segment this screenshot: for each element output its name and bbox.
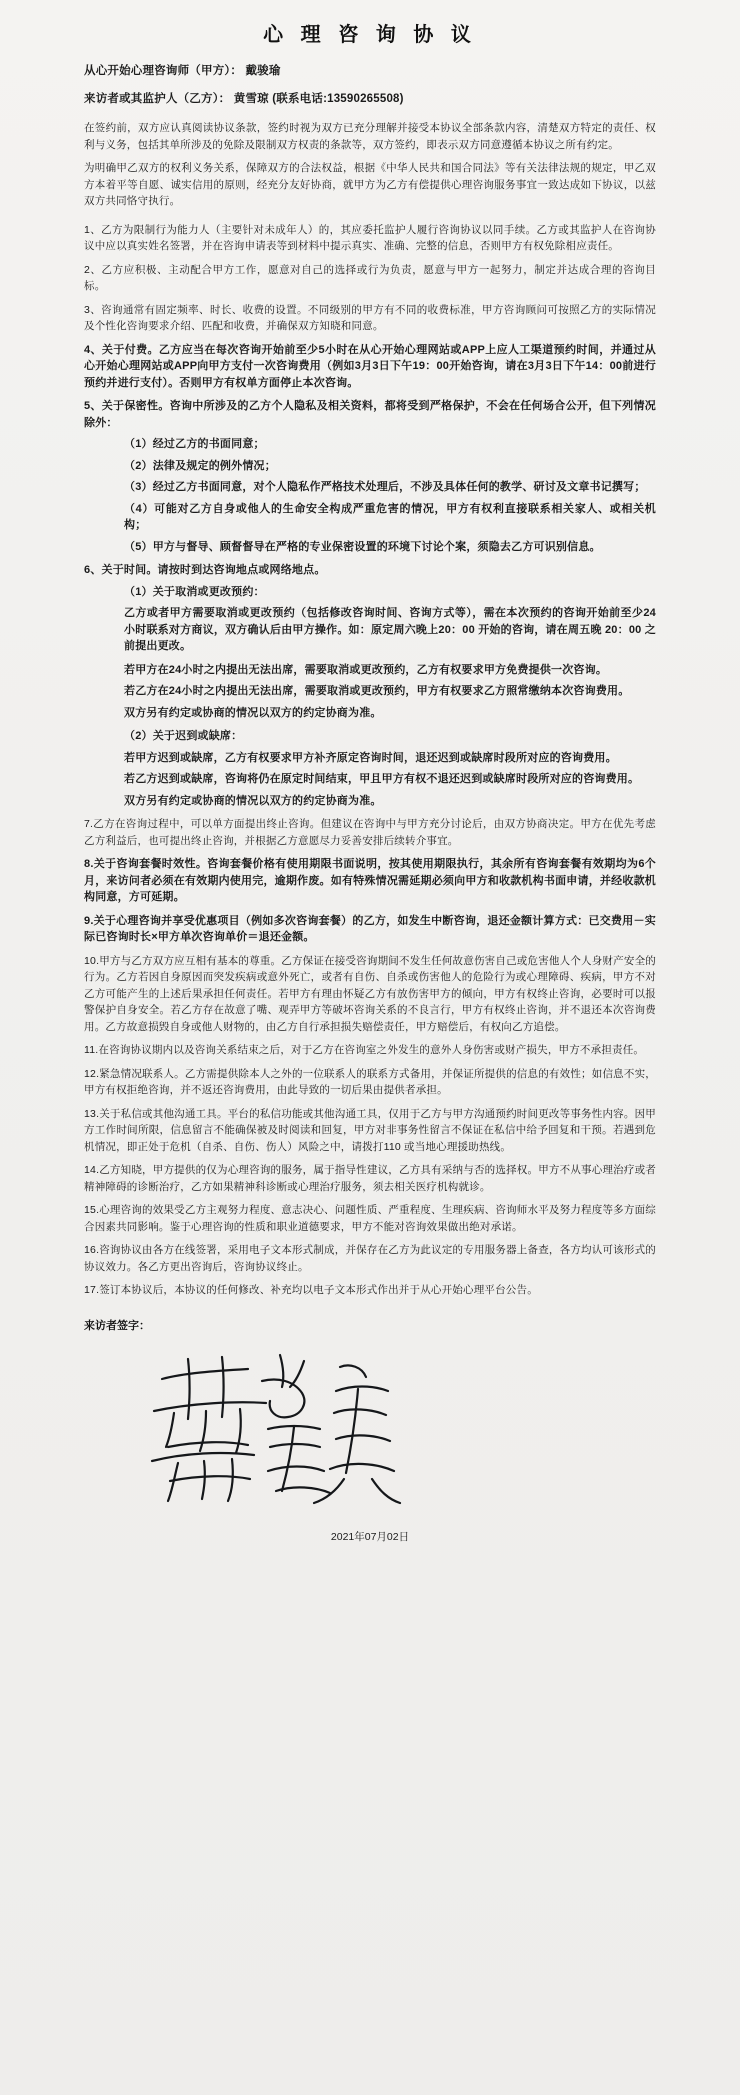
paragraph: 9.关于心理咨询并享受优惠项目（例如多次咨询套餐）的乙方，如发生中断咨询，退还金额计算方式：已交费用－实际已咨询时长×甲方单次咨询单价＝退还金额。: [84, 914, 656, 943]
paragraph: （5）甲方与督导、顾督督导在严格的专业保密设置的环境下讨论个案，须隐去乙方可识别信息。: [124, 540, 601, 553]
paragraph: 双方另有约定或协商的情况以双方的约定协商为准。: [124, 706, 382, 719]
paragraph: 乙方或者甲方需要取消或更改预约（包括修改咨询时间、咨询方式等），需在本次预约的咨询开始前至少24小时联系对方商议，双方确认后由甲方操作。如：原定周六晚上20：00 开始的咨询，请在周五晚 20：00 之前提出更改。: [124, 607, 656, 652]
counselor-line: 从心开始心理咨询师（甲方）： 戴骏瑜: [84, 65, 281, 77]
paragraph: 7.乙方在咨询过程中，可以单方面提出终止咨询。但建议在咨询中与甲方充分讨论后，由双方协商决定。甲方在优先考虑乙方利益后，也可提出终止咨询，并根据乙方意愿尽力妥善安排后续转介事宜。: [84, 818, 656, 847]
paragraph: （2）法律及规定的例外情况；: [124, 459, 276, 472]
paragraph: 12.紧急情况联系人。乙方需提供除本人之外的一位联系人的联系方式备用，并保证所提供的信息的有效性；如信息不实，甲方有权拒绝咨询，并不返还咨询费用，由此导致的一切后果由提供者承担。: [84, 1067, 656, 1096]
paragraph: 17.签订本协议后，本协议的任何修改、补充均以电子文本形式作出并于从心开始心理平台公告。: [84, 1284, 538, 1296]
signature-area: [84, 1333, 656, 1523]
paragraph: 若甲方迟到或缺席，乙方有权要求甲方补齐原定咨询时间，退还迟到或缺席时段所对应的咨询费用。: [124, 751, 617, 764]
paragraph: 14.乙方知晓，甲方提供的仅为心理咨询的服务，属于指导性建议，乙方具有采纳与否的选择权。甲方不从事心理治疗或者精神障碍的诊断治疗，乙方如果精神科诊断或心理治疗服务，须去相关医疗机构就诊。: [84, 1164, 656, 1193]
client-line: 来访者或其监护人（乙方）： 黄雪琼 (联系电话:13590265508): [84, 92, 404, 105]
page-title: 心 理 咨 询 协 议: [263, 24, 477, 46]
paragraph: 8.关于咨询套餐时效性。咨询套餐价格有使用期限书面说明，按其使用期限执行，其余所有咨询套餐有效期均为6个月，来访问者必须在有效期内使用完，逾期作废。如有特殊情况需延期必须向甲方和收款机构书面申请，并经收款机构同意，方可延期。: [84, 858, 656, 903]
paragraph: 16.咨询协议由各方在线签署，采用电子文本形式制成，并保存在乙方为此议定的专用服务器上备查，各方均认可该形式的协议效力。各乙方更出咨询后，咨询协议终止。: [84, 1244, 656, 1273]
paragraph: 双方另有约定或协商的情况以双方的约定协商为准。: [124, 794, 382, 807]
paragraph: 若乙方在24小时之内提出无法出席，需要取消或更改预约，甲方有权要求乙方照常缴纳本次咨询费用。: [124, 685, 630, 697]
paragraph: （3）经过乙方书面同意，对个人隐私作严格技术处理后，不涉及具体任何的教学、研讨及文章书记撰写；: [124, 481, 646, 493]
paragraph: 在签约前，双方应认真阅读协议条款，签约时视为双方已充分理解并接受本协议全部条款内容，清楚双方特定的责任、权利与义务，包括其单所涉及的免除及限制双方权责的条款等，双方签约，即表示双方同意遵循本协议之所有约定。: [84, 122, 656, 151]
handwritten-signature-icon: [144, 1351, 444, 1511]
paragraph: （4）可能对乙方自身或他人的生命安全构成严重危害的情况，甲方有权利直接联系相关家人、或相关机构；: [124, 502, 656, 531]
paragraph: 11.在咨询协议期内以及咨询关系结束之后，对于乙方在咨询室之外发生的意外人身伤害或财产损失，甲方不承担责任。: [84, 1044, 645, 1056]
paragraph: （1）经过乙方的书面同意；: [124, 438, 265, 450]
paragraph: （2）关于迟到或缺席：: [124, 730, 243, 742]
paragraph: 6、关于时间。请按时到达咨询地点或网络地点。: [84, 564, 326, 576]
paragraph: 若甲方在24小时之内提出无法出席，需要取消或更改预约，乙方有权要求甲方免费提供一次咨询。: [124, 663, 608, 676]
signature-date: 2021年07月02日: [330, 1530, 410, 1543]
paragraph: 2、乙方应积极、主动配合甲方工作，愿意对自己的选择或行为负责，愿意与甲方一起努力，制定并达成合理的咨询目标。: [84, 263, 656, 292]
paragraph: 13.关于私信或其他沟通工具。平台的私信功能或其他沟通工具，仅用于乙方与甲方沟通预约时间更改等事务性内容。因甲方工作时间所限，信息留言不能确保被及时阅读和回复，甲方对非事务性留言不保证在私信中给予回复和干预。若遇到危机情况，即正处于危机（自杀、自伤、伤人）风险之中，请拨打110 或当地心理援助热线。: [84, 1107, 656, 1153]
paragraph: 1、乙方为限制行为能力人（主要针对未成年人）的，其应委托监护人履行咨询协议以同手续。乙方或其监护人在咨询协议中应以真实姓名签署，并在咨询申请表等到材料中提示真实、准确、完整的信息，否则甲方有权免除相应责任。: [84, 223, 656, 252]
paragraph: 5、关于保密性。咨询中所涉及的乙方个人隐私及相关资料，都将受到严格保护，不会在任何场合公开，但下列情况除外：: [84, 400, 656, 429]
paragraph: 若乙方迟到或缺席，咨询将仍在原定时间结束，甲且甲方有权不退还迟到或缺席时段所对应的咨询费用。: [124, 773, 640, 785]
paragraph: 10.甲方与乙方双方应互相有基本的尊重。乙方保证在接受咨询期间不发生任何故意伤害自己或危害他人个人身财产安全的行为。乙方若因自身原因而突发疾病或意外死亡，或者有自伤、自杀或伤害他人的危险行为或心理障碍、疾病，甲方不对乙方可能产生的上述后果承担任何责任。若甲方有理由怀疑乙方有放伤害甲方的倾向，甲方有权终止咨询，必要时可以报警保护自身安全。若乙方存在故意了嘴、观弄甲方等破坏咨询关系的不良言行，甲方有权终止咨询，并不退还本次咨询费用。乙方故意损毁自身或他人财物的，由乙方自行承担损失赔偿责任，甲方赔偿后，有权向乙方追偿。: [84, 954, 656, 1033]
paragraph: 15.心理咨询的效果受乙方主观努力程度、意志决心、问题性质、严重程度、生理疾病、咨询师水平及努力程度等多方面综合因素共同影响。鉴于心理咨询的性质和职业道德要求，甲方不能对咨询效果做出绝对承诺。: [84, 1204, 656, 1233]
paragraph: 4、关于付费。乙方应当在每次咨询开始前至少5小时在从心开始心理网站或APP上应人工渠道预约时间，并通过从心开始心理网站或APP向甲方支付一次咨询费用（例如3月3日下午19：00开始咨询，请在3月3日下午14：00前进行预约并进行支付）。否则甲方有权单方面停止本次咨询。: [84, 343, 656, 389]
paragraph: （1）关于取消或更改预约：: [124, 585, 265, 598]
paragraph: 3、咨询通常有固定频率、时长、收费的设置。不同级别的甲方有不同的收费标准，甲方咨询顾问可按照乙方的实际情况及个性化咨询要求介绍、匹配和收费，并确保双方知晓和同意。: [84, 303, 656, 332]
paragraph: 为明确甲乙双方的权利义务关系，保障双方的合法权益，根据《中华人民共和国合同法》等有关法律法规的规定，甲乙双方本着平等自愿、诚实信用的原则，经充分友好协商，就甲方为乙方有偿提供心理咨询服务事宜一致达成如下协议，以兹双方共同恪守执行。: [84, 162, 656, 207]
signature-label: 来访者签字：: [84, 1319, 150, 1332]
